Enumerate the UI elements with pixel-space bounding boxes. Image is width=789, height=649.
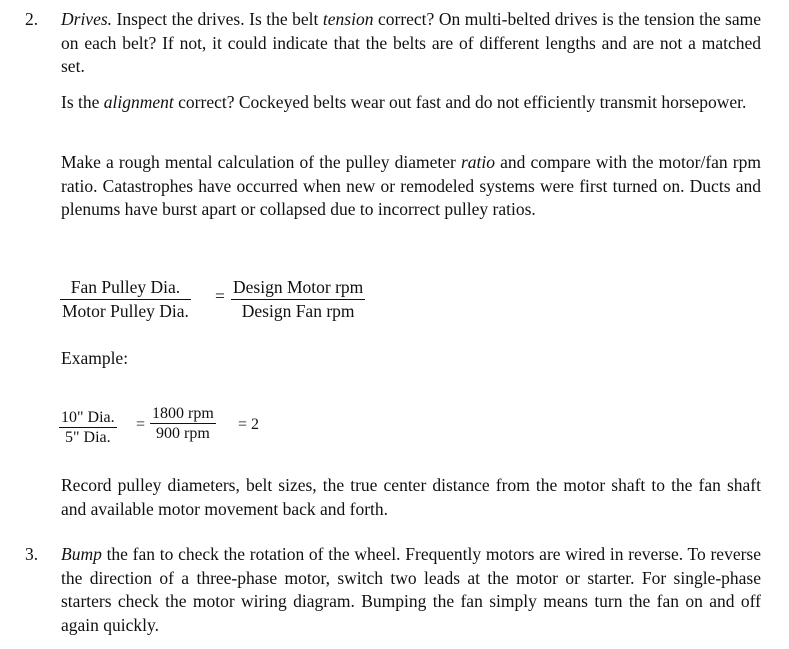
fan-pulley-dia: Fan Pulley Dia.	[60, 277, 191, 300]
example-fan-rpm: 900 rpm	[156, 425, 210, 442]
bump-text: the fan to check the rotation of the wheel. Frequently motors are wired in reverse. To reverse the direction of a three-phase motor, switch two leads at the motor or starter. For single-phase starters check the motor wiring diagram. Bumping the fan simply means turn the fan on and off again quickly.	[61, 544, 761, 635]
item-2-number: 2.	[25, 9, 39, 29]
design-motor-rpm: Design Motor rpm	[231, 277, 365, 300]
drives-paragraph	[61, 8, 761, 79]
ratio-paragraph	[61, 151, 761, 222]
drives-text-a: Inspect the drives. Is the belt	[112, 9, 323, 29]
rpm-ratio-fraction	[231, 277, 365, 322]
design-fan-rpm: Design Fan rpm	[241, 301, 355, 321]
example-rpm-fraction	[150, 405, 216, 442]
example-fan-dia: 10" Dia.	[61, 409, 115, 426]
record-paragraph: Record pulley diameters, belt sizes, the true center distance from the motor shaft to the fan shaft and available motor movement back and forth.	[61, 475, 761, 519]
example-motor-rpm: 1800 rpm	[152, 405, 214, 422]
drives-lead: Drives.	[61, 9, 113, 29]
motor-pulley-dia: Motor Pulley Dia.	[62, 301, 189, 321]
bump-paragraph	[61, 543, 761, 637]
example-diameter-fraction	[59, 409, 117, 446]
ratio-text-b: and compare with the motor/fan rpm ratio. Catastrophes have occurred when new or remodeled systems were first turned on. Ducts and plenums have burst apart or collapsed due to incorrect pulley ratios.	[61, 152, 761, 219]
example-result: = 2	[238, 416, 260, 433]
formula-equals: =	[215, 286, 225, 306]
example-motor-dia: 5" Dia.	[65, 429, 111, 446]
pulley-ratio-fraction	[60, 277, 191, 322]
example-label: Example:	[61, 348, 129, 368]
alignment-text-a: Is the	[61, 92, 104, 112]
ratio-text-a: Make a rough mental calculation of the pulley diameter	[61, 152, 461, 172]
drives-text-b: correct? On multi-belted drives is the tension the same on each belt? If not, it could indicate that the belts are of different lengths and are not a matched set.	[61, 9, 761, 76]
ratio-term: ratio	[460, 152, 495, 172]
alignment-term: alignment	[103, 92, 174, 112]
example-equals-1: =	[136, 416, 146, 433]
bump-lead: Bump	[61, 544, 102, 564]
alignment-paragraph	[61, 91, 761, 115]
alignment-text-b: correct? Cockeyed belts wear out fast and do not efficiently transmit horsepower.	[173, 92, 747, 112]
tension-term: tension	[322, 9, 374, 29]
item-3-number: 3.	[25, 544, 39, 564]
